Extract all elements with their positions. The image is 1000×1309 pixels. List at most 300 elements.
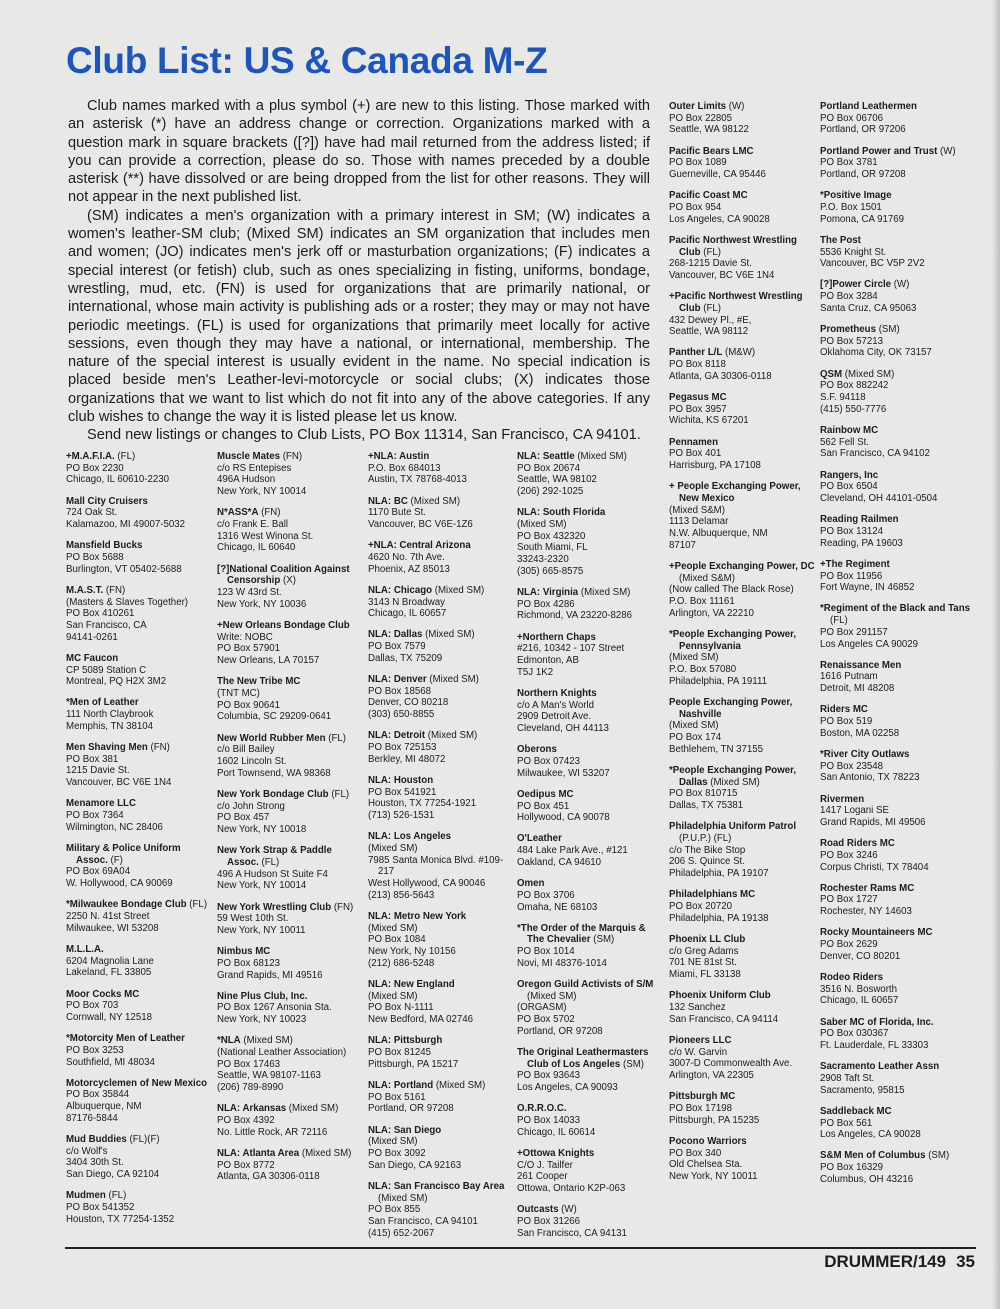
club-address-line: Philadelphia, PA 19111	[669, 675, 768, 687]
club-address-line: 87176-5844	[66, 1112, 118, 1124]
page-footer	[824, 1252, 975, 1272]
club-name: *Regiment of the Black and Tans	[820, 603, 971, 615]
club-address-line: Ottowa, Ontario K2P-063	[517, 1183, 626, 1195]
club-address-line: Port Townsend, WA 98368	[217, 767, 331, 779]
intro-paragraph-codes: (SM) indicates a men's organization with a primary interest in SM; (W) indicates a women's leather-SM club; (Mixed SM) indicates an SM organization that includes men and women; (JO) indicates men's jerk off or masturbation organizations; (F) indicates a special interest (or fetish) club, such as ones specializing in fisting, uniforms, bondage, wrestling, mud, etc. (FN) is used for organizations that are primarily national, or international, whose main activity is publishing ads or a roster; they may or may not have periodic meetings. (FL) is used for organizations that primarily meet locally for active sessions, even though they may have a national, or international, membership. The nature of the special interest is usually evident in the name. No special indication is placed beside men's Leather-levi-motorcycle or social clubs; (X) indicates those organizations that we want to list which do not fit into any of the above categories. If any club wishes to change the way it is listed please let us know.	[68, 207, 650, 426]
club-entry	[820, 425, 975, 460]
club-address-line: Seattle, WA 98102	[517, 474, 597, 486]
club-heading	[66, 798, 214, 810]
club-address-line: Columbia, SC 29209-0641	[217, 711, 332, 723]
club-entry	[517, 833, 665, 868]
club-address-line: PO Box 57901	[217, 643, 281, 655]
club-entry	[517, 1204, 665, 1239]
club-name: [?]National Coalition Against Censorship	[217, 563, 350, 587]
club-name: The New Tribe MC	[217, 676, 301, 688]
club-address-line: Los Angeles, CA 90093	[517, 1082, 618, 1094]
club-address-line: PO Box 2230	[66, 462, 124, 474]
club-name: Renaissance Men	[820, 659, 902, 671]
club-address-line: c/o W. Garvin	[669, 1046, 728, 1058]
club-address-line: P.O. Box 1501	[820, 201, 882, 213]
club-address-line: Grand Rapids, MI 49516	[217, 969, 323, 981]
club-address-line: Arlington, VA 22305	[669, 1070, 754, 1082]
club-heading	[669, 347, 817, 359]
club-address-line: San Diego, CA 92163	[368, 1159, 462, 1171]
club-heading	[820, 101, 975, 113]
club-address-line: Detroit, MI 48208	[820, 683, 895, 695]
club-address-line: PO Box 810715	[669, 788, 738, 800]
club-heading	[820, 927, 975, 939]
club-heading	[66, 540, 214, 552]
club-heading	[820, 660, 975, 672]
club-entry	[217, 845, 365, 892]
club-heading	[217, 507, 365, 519]
club-type-tag: (FN)	[333, 901, 354, 913]
club-address-line: Cornwall, NY 12518	[66, 1011, 152, 1023]
club-address-line: PO Box 4392	[217, 1115, 275, 1127]
club-name: Mud Buddies	[66, 1134, 127, 1146]
club-address-line: Milwaukee, WI 53207	[517, 767, 610, 779]
club-name: +People Exchanging Power, DC	[669, 561, 815, 572]
club-address-line: (Now called The Black Rose)	[669, 584, 794, 596]
club-address-line: (Mixed SM)	[368, 990, 418, 1002]
club-type-tag: (FL)(F)	[129, 1134, 160, 1146]
club-entry	[669, 629, 817, 688]
club-address-line: PO Box 17198	[669, 1102, 733, 1114]
club-name: Oregon Guild Activists of S/M	[517, 979, 654, 991]
club-heading	[820, 559, 975, 571]
club-heading	[669, 934, 817, 946]
club-address-line: 1602 Lincoln St.	[217, 755, 287, 767]
club-entry	[66, 798, 214, 833]
club-address-line: Chicago, IL 60614	[517, 1126, 596, 1138]
club-entry	[217, 946, 365, 981]
club-entry	[669, 990, 817, 1025]
club-heading	[217, 733, 365, 745]
club-entry	[820, 101, 975, 136]
club-entry	[217, 676, 365, 723]
club-type-tag: (Mixed SM)	[427, 730, 478, 742]
club-heading	[217, 902, 365, 914]
club-address-line: PO Box 030367	[820, 1028, 889, 1040]
club-address-line: Seattle, WA 98107-1163	[217, 1070, 321, 1082]
club-entry	[820, 190, 975, 225]
club-address-line: c/o Bill Bailey	[217, 744, 275, 756]
club-type-tag: (Mixed SM)	[434, 584, 485, 596]
club-address-line: San Francisco, CA 94101	[368, 1215, 478, 1227]
club-address-line: 3143 N Broadway	[368, 596, 446, 608]
club-entry	[66, 697, 214, 732]
club-address-line: P.O. Box 11161	[669, 596, 735, 608]
club-address-line: c/o Greg Adams	[669, 945, 739, 957]
club-address-line: San Francisco, CA 94114	[669, 1013, 779, 1025]
club-address-line: PO Box 93643	[517, 1070, 581, 1082]
club-column-2	[217, 451, 365, 1193]
club-address-line: PO Box 7579	[368, 641, 426, 653]
club-address-line: #216, 10342 - 107 Street	[517, 643, 625, 655]
club-address-line: Portland, OR 97208	[368, 1103, 454, 1115]
club-address-line: San Francisco, CA 94131	[517, 1227, 627, 1239]
club-type-tag: (FL)	[830, 615, 848, 627]
club-address-line: 1417 Logani SE	[820, 805, 889, 817]
club-address-line: c/o Wolf's	[66, 1145, 108, 1157]
club-entry	[669, 561, 817, 620]
club-name: *Men of Leather	[66, 697, 139, 709]
club-address-line: Ft. Lauderdale, FL 33303	[820, 1040, 929, 1051]
club-address-line: PO Box 561	[820, 1117, 873, 1129]
club-address-line: PO Box 8772	[217, 1159, 275, 1171]
club-entry	[669, 1035, 817, 1082]
club-address-line: Lakeland, FL 33805	[66, 967, 152, 979]
club-name: NLA: Atlanta Area	[217, 1147, 300, 1159]
club-name: +Ottowa Knights	[517, 1147, 595, 1159]
club-type-tag: (W)	[728, 101, 745, 112]
club-heading	[217, 676, 365, 688]
club-address-line: (415) 652-2067	[368, 1227, 435, 1239]
club-heading	[517, 1103, 665, 1115]
club-address-line: Cleveland, OH 44113	[517, 723, 609, 735]
club-address-line: PO Box 882242	[820, 380, 889, 392]
club-entry	[368, 775, 516, 822]
club-type-tag: (FL)	[108, 1190, 127, 1202]
club-address-line: PO Box 1727	[820, 894, 878, 906]
club-name: Reading Railmen	[820, 514, 899, 526]
club-heading	[820, 838, 975, 850]
club-address-line: PO Box 57213	[820, 335, 884, 347]
club-entry	[820, 838, 975, 873]
club-type-tag: (Mixed SM)	[710, 776, 760, 788]
club-address-line: Wichita, KS 67201	[669, 415, 749, 427]
club-type-tag: (Mixed SM)	[429, 674, 479, 686]
club-type-tag: (M&W)	[725, 347, 756, 359]
club-type-tag: (FN)	[105, 584, 126, 596]
club-name: Pacific Northwest Wrestling Club	[669, 234, 797, 258]
club-heading	[66, 1190, 214, 1202]
club-entry	[517, 979, 665, 1038]
club-heading	[820, 883, 975, 895]
club-address-line: PO Box 5688	[66, 551, 124, 563]
club-address-line: PO Box 381	[66, 753, 119, 765]
club-address-line: 33243-2320	[517, 554, 569, 566]
club-address-line: PO Box 855	[368, 1204, 421, 1216]
club-name: NLA: San Diego	[368, 1124, 442, 1136]
club-heading	[820, 235, 975, 247]
club-heading	[820, 749, 975, 761]
club-type-tag: (Mixed SM)	[844, 368, 895, 380]
club-name: Pioneers LLC	[669, 1034, 732, 1046]
club-name: N*ASS*A	[217, 507, 259, 519]
club-type-tag: (X)	[283, 575, 296, 587]
club-address-line: PO Box 90641	[217, 699, 281, 711]
club-heading	[820, 470, 975, 482]
club-entry	[820, 559, 975, 594]
club-address-line: (415) 550-7776	[820, 403, 887, 415]
club-name: NLA: Chicago	[368, 584, 433, 596]
club-heading	[669, 481, 817, 504]
club-address-line: PO Box 20674	[517, 462, 581, 474]
club-address-line: PO Box 81245	[368, 1047, 432, 1059]
club-name: MC Faucon	[66, 652, 119, 664]
club-address-line: 94141-0261	[66, 631, 118, 643]
club-heading	[217, 1103, 365, 1115]
club-entry	[820, 660, 975, 695]
club-address-line: Denver, CO 80218	[368, 697, 449, 709]
club-heading	[669, 765, 817, 788]
club-address-line: Columbus, OH 43216	[820, 1173, 914, 1185]
club-heading	[820, 1017, 975, 1029]
club-heading	[66, 1078, 214, 1090]
club-name: NLA: Houston	[368, 774, 434, 786]
club-entry	[820, 704, 975, 739]
club-address-line: (Mixed SM)	[368, 1136, 418, 1148]
club-heading	[368, 831, 516, 843]
publication-issue: DRUMMER/149	[824, 1252, 947, 1271]
club-name: Rodeo Riders	[820, 971, 883, 983]
club-name: Prometheus	[820, 324, 876, 336]
club-address-line: West Hollywood, CA 90046	[368, 878, 486, 890]
club-column-5	[669, 101, 817, 1192]
club-address-line: Pittsburgh, PA 15235	[669, 1114, 760, 1126]
club-address-line: Rochester, NY 14603	[820, 906, 912, 918]
club-entry	[820, 324, 975, 359]
club-address-line: New York, NY 10014	[217, 486, 307, 498]
club-entry	[820, 1017, 975, 1052]
club-address-line: Reading, PA 19603	[820, 537, 903, 549]
club-entry	[368, 674, 516, 721]
club-name: NLA: San Francisco Bay Area	[368, 1180, 505, 1192]
club-name: Rainbow MC	[820, 424, 879, 436]
club-heading	[669, 392, 817, 404]
club-address-line: 206 S. Quince St.	[669, 856, 745, 868]
club-address-line: New York, Ny 10156	[368, 946, 456, 958]
club-type-tag: (FL)	[703, 246, 721, 258]
club-type-tag: (Mixed SM)	[378, 1192, 428, 1204]
club-entry	[368, 1035, 516, 1070]
club-address-line: PO Box 451	[517, 800, 570, 812]
club-heading	[517, 878, 665, 890]
club-address-line: Novi, MI 48376-1014	[517, 957, 607, 969]
club-entry	[368, 629, 516, 664]
club-address-line: Burlington, VT 05402-5688	[66, 563, 182, 575]
club-type-tag: (W)	[940, 145, 956, 157]
club-entry	[517, 1047, 665, 1094]
club-address-line: Miami, FL 33138	[669, 969, 741, 981]
club-heading	[66, 843, 214, 866]
club-address-line: Denver, CO 80201	[820, 950, 901, 962]
club-entry	[217, 789, 365, 836]
club-heading	[820, 279, 975, 291]
club-name: *Milwaukee Bondage Club	[66, 899, 187, 911]
club-address-line: Harrisburg, PA 17108	[669, 460, 761, 472]
club-entry	[669, 765, 817, 812]
club-heading	[66, 742, 214, 754]
club-address-line: (ORGASM)	[517, 1002, 567, 1014]
club-address-line: PO Box 401	[669, 448, 722, 460]
club-address-line: PO Box 1089	[669, 157, 727, 169]
club-address-line: Omaha, NE 68103	[517, 901, 598, 913]
club-entry	[217, 1103, 365, 1138]
club-address-line: (Mixed S&M)	[669, 504, 725, 516]
club-address-line: Southfield, MI 48034	[66, 1056, 155, 1068]
club-entry	[217, 620, 365, 667]
club-heading	[66, 585, 214, 597]
club-address-line: PO Box 410261	[66, 608, 135, 620]
club-heading	[217, 451, 365, 463]
club-entry	[669, 146, 817, 181]
club-heading	[517, 979, 665, 1002]
club-name: +NLA: Central Arizona	[368, 540, 471, 552]
club-heading	[820, 324, 975, 336]
club-type-tag: (F)	[110, 854, 123, 866]
club-address-line: Edmonton, AB	[517, 655, 579, 667]
club-column-6	[820, 101, 975, 1195]
club-type-tag: (SM)	[878, 324, 900, 336]
club-address-line: PO Box 18568	[368, 685, 432, 697]
club-entry	[669, 1136, 817, 1183]
club-entry	[669, 889, 817, 924]
club-entry	[820, 369, 975, 416]
club-address-line: PO Box 16329	[820, 1162, 884, 1174]
club-address-line: c/o A Man's World	[517, 699, 595, 711]
club-entry	[669, 1091, 817, 1126]
club-name: + People Exchanging Power, New Mexico	[669, 481, 801, 504]
club-name: Outer Limits	[669, 101, 727, 112]
club-entry	[669, 291, 817, 338]
club-address-line: 1616 Putnam	[820, 671, 878, 683]
club-address-line: 3404 30th St.	[66, 1157, 124, 1169]
club-heading	[820, 514, 975, 526]
club-address-line: New York, NY 10036	[217, 598, 307, 610]
club-address-line: Vancouver, BC V5P 2V2	[820, 258, 925, 270]
club-heading	[368, 1035, 516, 1047]
club-entry	[820, 972, 975, 1007]
club-address-line: San Francisco, CA	[66, 619, 147, 631]
club-entry	[66, 496, 214, 531]
club-address-line: 496 A Hudson St Suite F4	[217, 868, 328, 880]
club-entry	[517, 1103, 665, 1138]
club-heading	[820, 603, 975, 626]
club-type-tag: (FN)	[150, 742, 170, 754]
club-name: Nimbus MC	[217, 946, 271, 958]
club-entry	[217, 733, 365, 780]
club-address-line: San Antonio, TX 78223	[820, 772, 920, 784]
club-address-line: 87107	[669, 539, 696, 551]
club-address-line: 3516 N. Bosworth	[820, 983, 898, 995]
club-heading	[66, 1033, 214, 1045]
club-entry	[66, 899, 214, 934]
club-heading	[820, 1106, 975, 1118]
club-entry	[517, 1148, 665, 1195]
club-address-line: PO Box 541352	[66, 1202, 135, 1214]
club-entry	[820, 514, 975, 549]
club-name: Philadelphia Uniform Patrol	[669, 821, 797, 833]
club-address-line: PO Box 17463	[217, 1058, 281, 1070]
club-name: Panther L/L	[669, 347, 723, 359]
club-address-line: PO Box 4286	[517, 598, 575, 610]
club-address-line: PO Box 3284	[820, 291, 878, 303]
club-name: Saber MC of Florida, Inc.	[820, 1016, 934, 1028]
club-type-tag: (Mixed SM)	[410, 495, 461, 507]
club-entry	[820, 794, 975, 829]
club-entry	[66, 653, 214, 688]
club-address-line: 701 NE 81st St.	[669, 957, 737, 969]
club-heading	[517, 1204, 665, 1216]
club-address-line: Seattle, WA 98112	[669, 326, 749, 338]
club-address-line: PO Box 3092	[368, 1147, 426, 1159]
club-name: Oberons	[517, 744, 557, 756]
club-name: Northern Knights	[517, 687, 597, 699]
club-name: NLA: Portland	[368, 1079, 434, 1091]
club-address-line: Dallas, TX 75209	[368, 652, 443, 664]
club-address-line: (206) 292-1025	[517, 486, 584, 498]
club-address-line: Chicago, IL 60657	[820, 995, 899, 1007]
club-address-line: PO Box 340	[669, 1147, 722, 1159]
club-name: Pegasus MC	[669, 392, 727, 404]
club-entry	[820, 146, 975, 181]
club-entry	[820, 927, 975, 962]
club-heading	[368, 979, 516, 991]
club-heading	[217, 789, 365, 801]
club-name: Phoenix Uniform Club	[669, 990, 771, 1002]
club-name: +The Regiment	[820, 558, 890, 570]
club-type-tag: (SM)	[928, 1150, 950, 1162]
club-heading	[820, 369, 975, 381]
club-entry	[820, 235, 975, 270]
club-address-line: 2908 Taft St.	[820, 1072, 875, 1084]
club-address-line: PO Box 14033	[517, 1115, 581, 1127]
club-heading	[368, 730, 516, 742]
club-address-line: (Mixed SM)	[517, 519, 567, 531]
club-address-line: South Miami, FL	[517, 542, 588, 554]
club-address-line: Albuquerque, NM	[66, 1101, 142, 1113]
club-address-line: New Bedford, MA 02746	[368, 1014, 474, 1026]
club-address-line: PO Box 1014	[517, 946, 575, 958]
club-address-line: 2250 N. 41st Street	[66, 911, 150, 922]
club-entry	[217, 991, 365, 1026]
club-address-line: Portland, OR 97206	[820, 124, 906, 136]
club-address-line: PO Box 7364	[66, 810, 124, 822]
club-heading	[517, 744, 665, 756]
club-column-4	[517, 451, 665, 1249]
club-entry	[368, 911, 516, 970]
club-entry	[820, 279, 975, 314]
club-name: O.R.R.O.C.	[517, 1103, 567, 1115]
club-name: Pacific Coast MC	[669, 190, 748, 202]
club-heading	[669, 101, 817, 113]
club-name: New York Bondage Club	[217, 788, 329, 800]
club-name: *People Exchanging Power, Dallas	[669, 765, 797, 788]
club-entry	[368, 451, 516, 486]
club-entry	[669, 235, 817, 282]
club-name: Mall City Cruisers	[66, 495, 148, 507]
club-entry	[217, 507, 365, 554]
club-address-line: 1113 Delamar	[669, 516, 729, 528]
club-address-line: (National Leather Association)	[217, 1047, 347, 1059]
club-heading	[368, 451, 516, 463]
club-name: New York Strap & Paddle Assoc.	[217, 845, 332, 868]
club-address-line: Portland, OR 97208	[517, 1025, 603, 1037]
club-heading	[517, 688, 665, 700]
club-name: Saddleback MC	[820, 1105, 892, 1117]
club-address-line: PO Box 703	[66, 1000, 119, 1012]
club-address-line: Write: NOBC	[217, 631, 273, 643]
club-type-tag: (FN)	[282, 451, 303, 462]
club-address-line: Vancouver, BC V6E 1N4	[66, 777, 172, 789]
club-address-line: PO Box 541921	[368, 786, 437, 798]
intro-paragraph-submit: Send new listings or changes to Club Lists, PO Box 11314, San Francisco, CA 94101.	[87, 427, 641, 444]
club-address-line: (TNT MC)	[217, 687, 260, 699]
club-entry	[669, 347, 817, 382]
club-address-line: PO Box 174	[669, 732, 722, 744]
